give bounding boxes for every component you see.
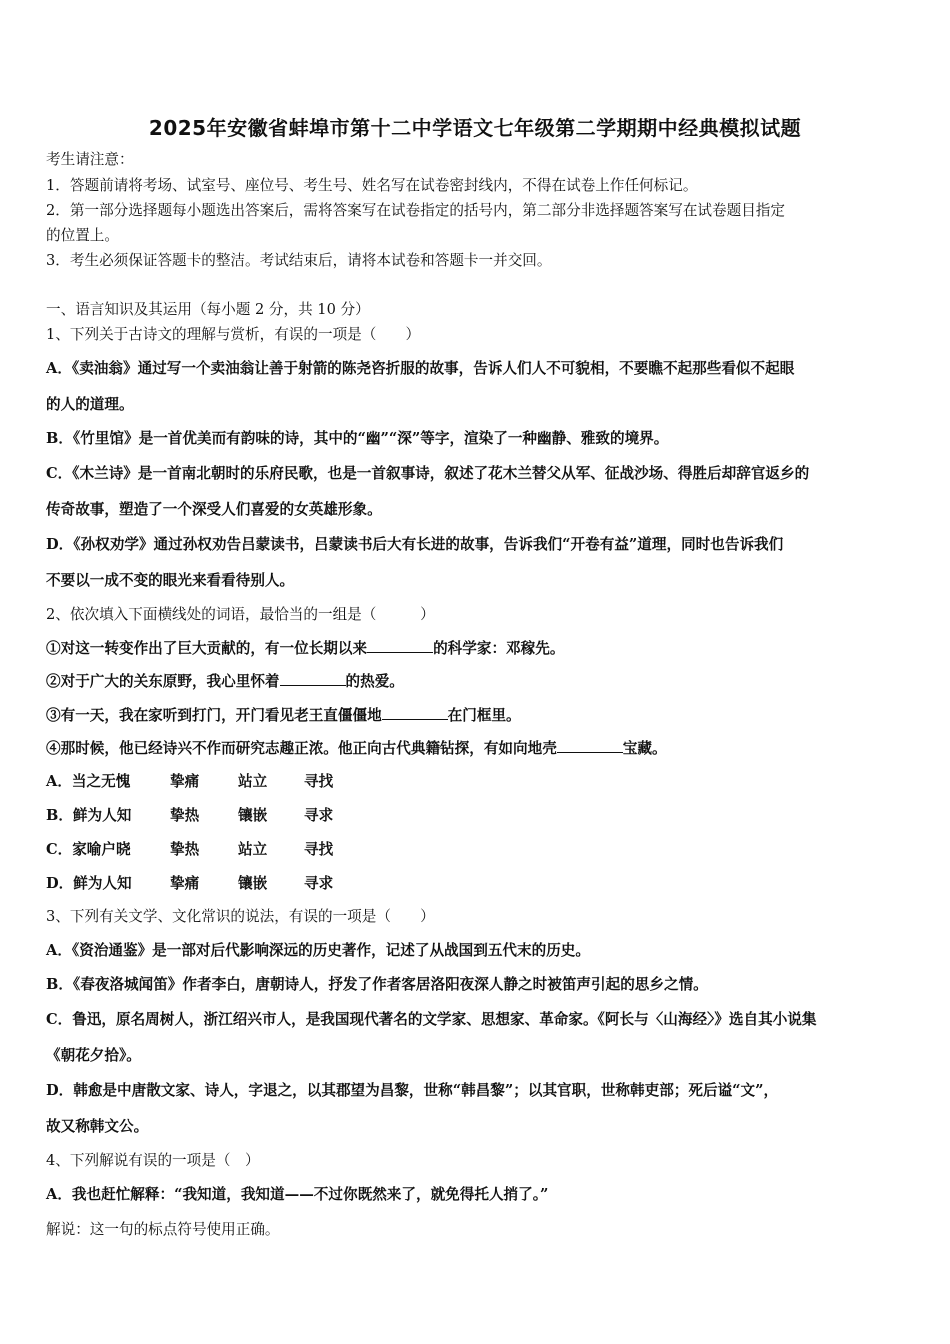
q1-option-b: B．《竹里馆》是一首优美而有韵味的诗，其中的“幽”“深”等字，渲染了一种幽静、雅致的境界。 <box>46 430 669 447</box>
q2-option-d <box>46 874 333 894</box>
q2-option-a <box>46 772 333 792</box>
notice-item-3: 3．考生必须保证答题卡的整洁。考试结束后，请将本试卷和答题卡一并交回。 <box>46 252 552 269</box>
q2-a-word-2: 挚痛 <box>170 773 200 790</box>
notice-item-2: 2．第一部分选择题每小题选出答案后，需将答案写在试卷指定的括号内，第二部分非选择题答案写在试卷题目指定 <box>46 202 785 219</box>
q2-s4-pre: ④那时候，他已经诗兴不作而研究志趣正浓。他正向古代典籍钻探，有如向地壳 <box>46 740 557 757</box>
q2-d-word-1: D．鲜为人知 <box>46 875 132 892</box>
q1-stem: 1、下列关于古诗文的理解与赏析，有误的一项是（ ） <box>46 326 421 343</box>
q3-option-c-cont: 《朝花夕拾》。 <box>46 1047 141 1064</box>
q2-s2-pre: ②对于广大的关东原野，我心里怀着 <box>46 673 280 690</box>
q2-d-word-4: 寻求 <box>304 875 334 892</box>
q1-option-c: C．《木兰诗》是一首南北朝时的乐府民歌，也是一首叙事诗，叙述了花木兰替父从军、征战沙场、得胜后却辞官返乡的 <box>46 465 810 482</box>
q2-d-word-3: 镶嵌 <box>238 875 268 892</box>
q2-s2-blank <box>280 671 346 686</box>
q2-s3-pre: ③有一天，我在家听到打门，开门看见老王直僵僵地 <box>46 707 382 724</box>
q2-sentence-2 <box>46 671 404 692</box>
q2-c-word-3: 站立 <box>238 841 268 858</box>
notice-heading: 考生请注意： <box>46 151 134 168</box>
q3-option-d: D．韩愈是中唐散文家、诗人，字退之，以其郡望为昌黎，世称“韩昌黎”；以其官职，世称韩吏部；死后谥“文”， <box>46 1082 779 1099</box>
q2-s4-post: 宝藏。 <box>622 740 667 757</box>
q2-s3-post: 在门框里。 <box>447 707 521 724</box>
q2-s3-blank <box>382 705 448 720</box>
q1-option-d: D．《孙权劝学》通过孙权劝告吕蒙读书，吕蒙读书后大有长进的故事，告诉我们“开卷有益”道理，同时也告诉我们 <box>46 536 784 553</box>
q1-option-c-cont: 传奇故事，塑造了一个深受人们喜爱的女英雄形象。 <box>46 501 382 518</box>
q2-a-word-1: A．当之无愧 <box>46 773 131 790</box>
q3-option-c: C．鲁迅，原名周树人，浙江绍兴市人，是我国现代著名的文学家、思想家、革命家。《阿长与〈山海经〉》选自其小说集 <box>46 1011 817 1028</box>
q2-b-word-3: 镶嵌 <box>238 807 268 824</box>
section-1-heading: 一、语言知识及其运用（每小题 2 分，共 10 分） <box>46 301 370 318</box>
q2-d-word-2: 挚痛 <box>170 875 200 892</box>
page-title: 2025年安徽省蚌埠市第十二中学语文七年级第二学期期中经典模拟试题 <box>148 116 802 140</box>
q1-option-d-cont: 不要以一成不变的眼光来看看待别人。 <box>46 572 295 589</box>
q2-s1-blank <box>367 638 433 653</box>
q2-s2-post: 的热爱。 <box>345 673 404 690</box>
q2-a-word-3: 站立 <box>238 773 268 790</box>
q1-option-a: A．《卖油翁》通过写一个卖油翁让善于射箭的陈尧咨折服的故事，告诉人们人不可貌相，不要瞧不起那些看似不起眼 <box>46 360 795 377</box>
q3-option-b: B．《春夜洛城闻笛》作者李白，唐朝诗人，抒发了作者客居洛阳夜深人静之时被笛声引起的思乡之情。 <box>46 976 708 993</box>
q3-stem: 3、下列有关文学、文化常识的说法，有误的一项是（ ） <box>46 908 435 925</box>
q2-s4-blank <box>557 738 623 753</box>
q2-sentence-3 <box>46 705 521 726</box>
q2-stem: 2、依次填入下面横线处的词语，最恰当的一组是（ ） <box>46 606 435 623</box>
q2-option-c <box>46 840 333 860</box>
q2-s1-post: 的科学家：邓稼先。 <box>433 640 565 657</box>
q2-b-word-2: 挚热 <box>170 807 200 824</box>
notice-item-1: 1．答题前请将考场、试室号、座位号、考生号、姓名写在试卷密封线内，不得在试卷上作任何标记。 <box>46 177 698 194</box>
q2-c-word-2: 挚热 <box>170 841 200 858</box>
q2-c-word-4: 寻找 <box>304 841 334 858</box>
q2-c-word-1: C．家喻户晓 <box>46 841 131 858</box>
q4-stem: 4、下列解说有误的一项是（ ） <box>46 1152 260 1169</box>
q2-option-b <box>46 806 333 826</box>
q2-sentence-4 <box>46 738 667 759</box>
q3-option-a: A．《资治通鉴》是一部对后代影响深远的历史著作，记述了从战国到五代末的历史。 <box>46 942 590 959</box>
q2-b-word-1: B．鲜为人知 <box>46 807 132 824</box>
q4-explanation: 解说：这一句的标点符号使用正确。 <box>46 1221 280 1238</box>
q2-s1-pre: ①对这一转变作出了巨大贡献的，有一位长期以来 <box>46 640 368 657</box>
q2-b-word-4: 寻求 <box>304 807 334 824</box>
q1-option-a-cont: 的人的道理。 <box>46 396 134 413</box>
q3-option-d-cont: 故又称韩文公。 <box>46 1118 149 1135</box>
q4-option-a: A．我也赶忙解释：“我知道，我知道——不过你既然来了，就免得托人捎了。” <box>46 1186 549 1203</box>
notice-item-2-cont: 的位置上。 <box>46 227 119 244</box>
q2-a-word-4: 寻找 <box>304 773 334 790</box>
q2-sentence-1 <box>46 638 564 659</box>
